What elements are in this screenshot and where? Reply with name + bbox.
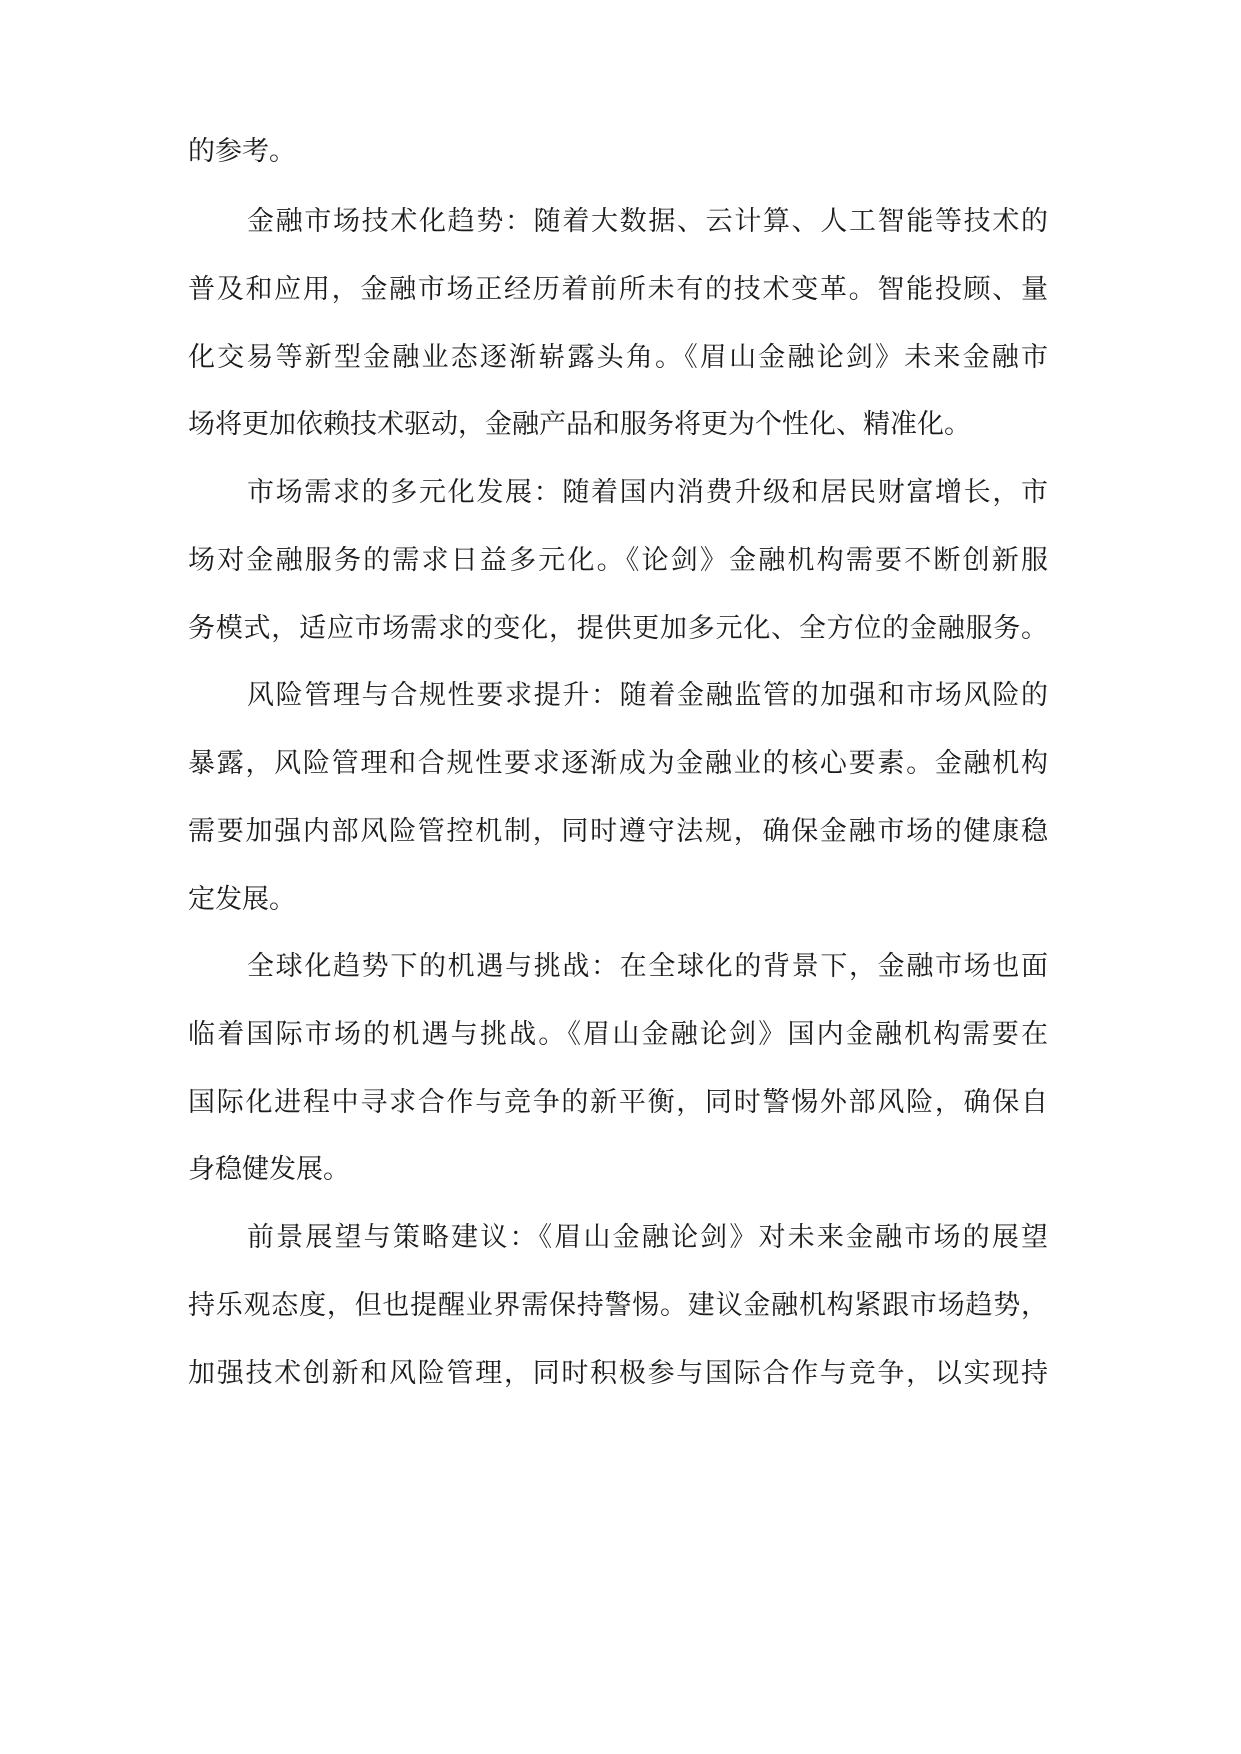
text-line: 暴露，风险管理和合规性要求逐渐成为金融业的核心要素。金融机构 <box>188 748 1048 779</box>
text-line: 加强技术创新和风险管理，同时积极参与国际合作与竞争，以实现持 <box>188 1358 1048 1389</box>
text-line: 场对金融服务的需求日益多元化。《论剑》金融机构需要不断创新服 <box>188 545 1048 576</box>
text-line: 务模式，适应市场需求的变化，提供更加多元化、全方位的金融服务。 <box>188 613 1048 644</box>
text-line: 临着国际市场的机遇与挑战。《眉山金融论剑》国内金融机构需要在 <box>188 1019 1048 1050</box>
text-line: 国际化进程中寻求合作与竞争的新平衡，同时警惕外部风险，确保自 <box>188 1087 1048 1118</box>
paragraph-heading-line: 金融市场技术化趋势：随着大数据、云计算、人工智能等技术的 <box>247 206 1048 237</box>
paragraph-heading-line: 市场需求的多元化发展：随着国内消费升级和居民财富增长，市 <box>247 477 1048 508</box>
text-line: 的参考。 <box>188 136 296 167</box>
text-line: 需要加强内部风险管控机制，同时遵守法规，确保金融市场的健康稳 <box>188 816 1048 847</box>
text-line: 场将更加依赖技术驱动，金融产品和服务将更为个性化、精准化。 <box>188 409 971 440</box>
paragraph-heading-line: 风险管理与合规性要求提升：随着金融监管的加强和市场风险的 <box>247 680 1048 711</box>
text-line: 持乐观态度，但也提醒业界需保持警惕。建议金融机构紧跟市场趋势， <box>188 1290 1048 1321</box>
text-line: 定发展。 <box>188 884 296 915</box>
paragraph-heading-line: 前景展望与策略建议：《眉山金融论剑》对未来金融市场的展望 <box>247 1222 1048 1253</box>
paragraph-heading-line: 全球化趋势下的机遇与挑战：在全球化的背景下，金融市场也面 <box>247 951 1048 982</box>
text-line: 化交易等新型金融业态逐渐崭露头角。《眉山金融论剑》未来金融市 <box>188 342 1048 373</box>
text-line: 身稳健发展。 <box>188 1154 350 1185</box>
text-line: 普及和应用，金融市场正经历着前所未有的技术变革。智能投顾、量 <box>188 274 1048 305</box>
